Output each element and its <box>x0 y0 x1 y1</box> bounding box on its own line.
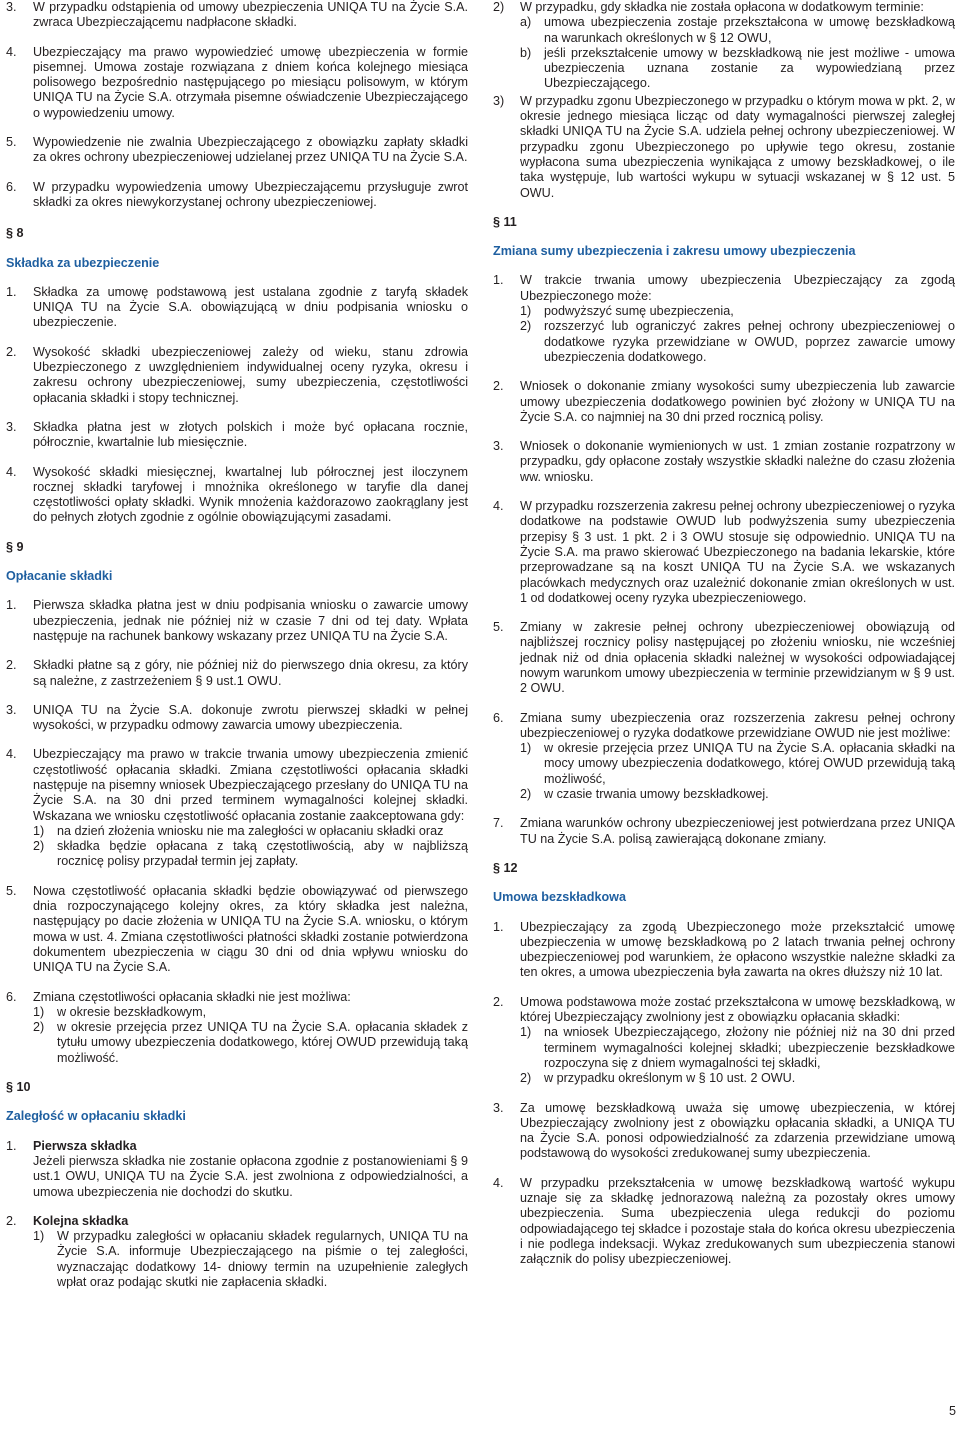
clause-item: 3. Za umowę bezskładkową uważa się umowę ubezpieczenia, w której Ubezpieczający zwolniony jest z obowiązku opłacania składki, a UNIQA TU na Życie S.A. ponosi odpowiedzialność za zdarzenia przewidziane umową podstawową do wysokości zredukowanej sumy ubezpieczenia. <box>493 1100 955 1161</box>
sub-item: 2) w przypadku określonym w § 10 ust. 2 OWU. <box>520 1071 796 1086</box>
clause-item: 1. W trakcie trwania umowy ubezpieczenia Ubezpieczający za zgodą Ubezpieczonego może: 1) podwyższyć sumę ubezpieczenia, 2) rozszerzyć lub ograniczyć zakres pełnej ochrony ubezpieczeniowej o dodatkowe ryzyka przewidziane w OWUD, poprzez zawarcie umowy ubezpieczenia dodatkowego. <box>493 273 955 364</box>
sub-item: 2) rozszerzyć lub ograniczyć zakres pełnej ochrony ubezpieczeniowej o dodatkowe ryzyka przewidziane w OWUD, poprzez zawarcie umowy ubezpieczenia dodatkowego. <box>520 319 955 364</box>
clause-item: 7. Zmiana warunków ochrony ubezpieczeniowej jest potwierdzana przez UNIQA TU na Życie S.A. polisą zawierającą dokonane zmiany. <box>493 816 955 846</box>
section-number: § 8 <box>6 226 24 241</box>
section-title: Zaległość w opłacaniu składki <box>6 1109 186 1124</box>
clause-item: 4. W przypadku przekształcenia w umowę bezskładkową wartość wykupu uznaje się za składkę jednorazową należną za pozostały okres umowy ubezpieczenia. Suma ubezpieczenia ulega redukcji do poziomu odpowiadającego tej składce i pozostaje stała do końca okresu ubezpieczenia i nie podlega indeksacji. Wykaz zredukowanych sum ubezpieczenia stanowi załącznik do polisy ubezpieczeniowej. <box>493 1175 955 1267</box>
clause-item: 5. Nowa częstotliwość opłacania składki będzie obowiązywać od pierwszego dnia rozpoczynającego kolejny okres, za który składka jest należna, następujący po dacie złożenia w UNIQA TU na Życie S.A. wniosku, o którym mowa w ust. 4. Zmiana częstotliwości płatności składki zostanie potwierdzona dokumentem ubezpieczenia w ciągu 30 dni od dnia wpływu wniosku do UNIQA TU na Życie S.A. <box>6 883 468 975</box>
clause-item: 2. Wysokość składki ubezpieczeniowej zależy od wieku, stanu zdrowia Ubezpieczonego z uwzględnieniem indywidualnej oceny ryzyka, okresu i zakresu ochrony ubezpieczeniowej, sumy ubezpieczenia, częstotliwości opłacania składki i stopy technicznej. <box>6 344 468 405</box>
clause-item: 5. Wypowiedzenie nie zwalnia Ubezpieczającego z obowiązku zapłaty składki za okres ochrony ubezpieczeniowej udzielanej przez UNIQA TU na Życie S.A. <box>6 135 468 165</box>
sub-item: 1) W przypadku zaległości w opłacaniu składek regularnych, UNIQA TU na Życie S.A. informuje Ubezpieczającego na piśmie o tej zaległości, wyznaczając dodatkowy 14- dniowy termin na uzupełnienie zaległych wpłat oraz podając skutki nie zapłacenia składki. <box>33 1229 468 1289</box>
page-number: 5 <box>948 1403 956 1418</box>
clause-item: 3. Składka płatna jest w złotych polskich i może być opłacana rocznie, półrocznie, kwartalnie lub miesięcznie. <box>6 419 468 450</box>
clause-item: 4. Ubezpieczający ma prawo wypowiedzieć umowę ubezpieczenia w formie pisemnej. Umowa zostaje rozwiązana z dniem końca kolejnego miesiąca polisowego bezpośrednio następującego po miesiącu polisowym, w którym UNIQA TU na Życie S.A. otrzymała pisemne oświadczenie Ubezpieczającego o wypowiedzeniu umowy. <box>6 44 468 120</box>
clause-item: 4. Ubezpieczający ma prawo w trakcie trwania umowy ubezpieczenia zmienić częstotliwość opłacania składki. Zmiana częstotliwości opłacania składki następuje na pisemny wniosek Ubezpieczającego przesłany do UNIQA TU na Życie S.A. na 30 dni przed terminem wymagalności kolejnej składki. Wskazana we wniosku częstotliwość opłacania zostanie zaakceptowana gdy: 1) na dzień złożenia wniosku nie ma zaległości w opłacaniu składki oraz 2) składka będzie opłacana z taką częstotliwością, aby w najbliższą rocznicę polisy przypadał termin jej zapłaty. <box>6 747 468 869</box>
clause-item: 6. Zmiana sumy ubezpieczenia oraz rozszerzenia zakresu pełnej ochrony ubezpieczeniowej o ryzyka dodatkowe przewidziane OWUD nie jest możliwe: 1) w okresie przejęcia przez UNIQA TU na Życie S.A. opłacania składki na mocy umowy ubezpieczenia dodatkowego, której OWUD przewidują taką możliwość, 2) w czasie trwania umowy bezskładkowej. <box>493 710 955 802</box>
clause-item: 6. Zmiana częstotliwości opłacania składki nie jest możliwa: 1) w okresie bezskładkowym, 2) w okresie przejęcia przez UNIQA TU na Życie S.A. opłacania składek z tytułu umowy ubezpieczenia dodatkowego, której OWUD przewidują taką możliwość. <box>6 989 468 1065</box>
clause-item: 1. Ubezpieczający za zgodą Ubezpieczonego może przekształcić umowę ubezpieczenia w umowę bezskładkową po 2 latach trwania pełnej ochrony ubezpieczeniowej pod warunkiem, że opłacono wszystkie należne składki za ten okres, a umowa ubezpieczenia była zawarta na okres dłuższy niż 10 lat. <box>493 919 955 980</box>
clause-heading: Pierwsza składka <box>33 1138 137 1153</box>
sub-item: 2) składka będzie opłacana z taką częstotliwością, aby w najbliższą rocznicę polisy przypadał termin jej zapłaty. <box>33 839 468 869</box>
clause-item: 1. Pierwsza składka płatna jest w dniu podpisania wniosku o zawarcie umowy ubezpieczenia, jednak nie później niż w czasie 7 dni od tej daty. Wpłata następuje na rachunek bankowy wskazany przez UNIQA TU na Życie S.A. <box>6 598 468 643</box>
clause-item: 4. Wysokość składki miesięcznej, kwartalnej lub półrocznej jest iloczynem rocznej składki taryfowej i mnożnika określonego w taryfie dla danej częstotliwości opłaty składki. Wynik mnożenia każdorazowo zaokrąglany jest do pełnych złotych zgodnie z ogólnie obowiązującymi zasadami. <box>6 464 468 525</box>
sub-item: a) umowa ubezpieczenia zostaje przekształcona w umowę bezskładkową na warunkach określonych w § 12 OWU, <box>520 15 955 45</box>
section-title: Zmiana sumy ubezpieczenia i zakresu umowy ubezpieczenia <box>493 244 856 259</box>
section-number: § 9 <box>6 539 24 554</box>
section-number: § 11 <box>493 214 517 229</box>
section-title: Opłacanie składki <box>6 569 113 584</box>
clause-item: 5. Zmiany w zakresie pełnej ochrony ubezpieczeniowej obowiązują od najbliższej rocznicy polisy następującej po złożeniu wniosku, nie wcześniej jednak niż od dnia opłacenia składki należnej w wysokości odpowiadającej nowym warunkom umowy ubezpieczenia w terminie przewidzianym w § 9 ust. 2 OWU. <box>493 620 955 696</box>
sub-item: 1) na dzień złożenia wniosku nie ma zaległości w opłacaniu składki oraz <box>33 823 444 838</box>
sub-item: 1) w okresie bezskładkowym, <box>33 1004 207 1019</box>
clause-item: 3. Wniosek o dokonanie wymienionych w ust. 1 zmian zostanie rozpatrzony w przypadku, gdy opłacone zostały wszystkie składki należne do czasu złożenia ww. wniosku. <box>493 439 955 484</box>
sub-item: 2) w okresie przejęcia przez UNIQA TU na Życie S.A. opłacania składek z tytułu umowy ubezpieczenia dodatkowego, której OWUD przewidują taką możliwość. <box>33 1020 468 1065</box>
clause-item: 3. W przypadku odstąpienia od umowy ubezpieczenia UNIQA TU na Życie S.A. zwraca Ubezpieczającemu nadpłacone składki. <box>6 0 468 30</box>
clause-item: 3) W przypadku zgonu Ubezpieczonego w przypadku o którym mowa w pkt. 2, w okresie jednego miesiąca licząc od daty wymagalności pierwszej zaległej składki UNIQA TU na Życie S.A. udziela pełnej ochrony ubezpieczeniowej. W przypadku zgonu Ubezpieczonego po upływie tego okresu, zostanie wypłacona suma ubezpieczenia wynikająca z umowy bezskładkowej, o ile taka występuje, lub wartości wykupu w sytuacji wskazanej w § 12 ust. 5 OWU. <box>493 93 955 200</box>
section-number: § 12 <box>493 860 518 875</box>
right-column <box>493 0 955 1281</box>
section-title: Składka za ubezpieczenie <box>6 255 160 270</box>
clause-item: 2) W przypadku, gdy składka nie została opłacona w dodatkowym terminie: a) umowa ubezpieczenia zostaje przekształcona w umowę bezskładkową na warunkach określonych w § 12 OWU, b) jeśli przekształcenie umowy w bezskładkową nie jest możliwe - umowa ubezpieczenia uznana zostanie za wypowiedzianą przez Ubezpieczającego. <box>493 0 955 91</box>
sub-item: 1) na wniosek Ubezpieczającego, złożony nie później niż na 30 dni przed terminem wymagalności kolejnej składki; ubezpieczenie bezskładkowe rozpoczyna się z dniem wymagalności tej składki, <box>520 1025 955 1070</box>
clause-item: 3. UNIQA TU na Życie S.A. dokonuje zwrotu pierwszej składki w pełnej wysokości, w przypadku odmowy zawarcia umowy ubezpieczenia. <box>6 702 468 733</box>
clause-item: 2. Kolejna składka 1) W przypadku zaległości w opłacaniu składek regularnych, UNIQA TU na Życie S.A. informuje Ubezpieczającego na piśmie o tej zaległości, wyznaczając dodatkowy 14- dniowy termin na uzupełnienie zaległych wpłat oraz podając skutki nie zapłacenia składki. <box>6 1213 468 1289</box>
section-number: § 10 <box>6 1080 31 1095</box>
sub-item: 1) w okresie przejęcia przez UNIQA TU na Życie S.A. opłacania składki na mocy umowy ubezpieczenia dodatkowego, której OWUD przewidują taką możliwość, <box>520 741 955 786</box>
clause-item: 6. W przypadku wypowiedzenia umowy Ubezpieczającemu przysługuje zwrot składki za okres niewykorzystanej ochrony ubezpieczeniowej. <box>6 179 468 209</box>
left-column <box>6 0 468 1304</box>
section-title: Umowa bezskładkowa <box>493 890 626 905</box>
sub-item: 2) w czasie trwania umowy bezskładkowej. <box>520 787 769 802</box>
clause-item: 2. Składki płatne są z góry, nie później niż do pierwszego dnia okresu, za który są należne, z zastrzeżeniem § 9 ust.1 OWU. <box>6 658 468 688</box>
sub-item: 1) podwyższyć sumę ubezpieczenia, <box>520 304 734 319</box>
clause-item: 1. Pierwsza składka Jeżeli pierwsza składka nie zostanie opłacona zgodnie z postanowieniami § 9 ust.1 OWU, UNIQA TU na Życie S.A. jest zwolniona z odpowiedzialności, a umowa ubezpieczenia nie dochodzi do skutku. <box>6 1138 468 1199</box>
clause-item: 4. W przypadku rozszerzenia zakresu pełnej ochrony ubezpieczeniowej o ryzyka dodatkowe na podstawie OWUD lub podwyższenia sumy ubezpieczenia przepisy § 3 ust. 1 pkt. 2 i 3 OWU stosuje się odpowiednio. UNIQA TU na Życie S.A. ma prawo skierować Ubezpieczonego na badania lekarskie, które przeprowadzane są na koszt UNIQA TU na Życie S.A. we wskazanych placówkach medycznych oraz uzależnić dokonanie zmian określonych w ust. 1 od dodatkowej oceny ryzyka ubezpieczeniowego. <box>493 499 955 605</box>
clause-item: 1. Składka za umowę podstawową jest ustalana zgodnie z taryfą składek UNIQA TU na Życie S.A. obowiązującą w dniu podpisania wniosku o ubezpieczenie. <box>6 284 468 330</box>
clause-heading: Kolejna składka <box>33 1213 129 1228</box>
clause-item: 2. Wniosek o dokonanie zmiany wysokości sumy ubezpieczenia lub zawarcie umowy ubezpieczenia dodatkowego powinien być złożony w UNIQA TU na Życie S.A. co najmniej na 30 dni przed rocznicą polisy. <box>493 379 955 424</box>
sub-item: b) jeśli przekształcenie umowy w bezskładkową nie jest możliwe - umowa ubezpieczenia uznana zostanie za wypowiedzianą przez Ubezpieczającego. <box>520 45 955 91</box>
clause-item: 2. Umowa podstawowa może zostać przekształcona w umowę bezskładkową, w której Ubezpieczający zwolniony jest z obowiązku opłacania składki: 1) na wniosek Ubezpieczającego, złożony nie później niż na 30 dni przed terminem wymagalności kolejnej składki; ubezpieczenie bezskładkowe rozpoczyna się z dniem wymagalności tej składki, 2) w przypadku określonym w § 10 ust. 2 OWU. <box>493 994 955 1086</box>
